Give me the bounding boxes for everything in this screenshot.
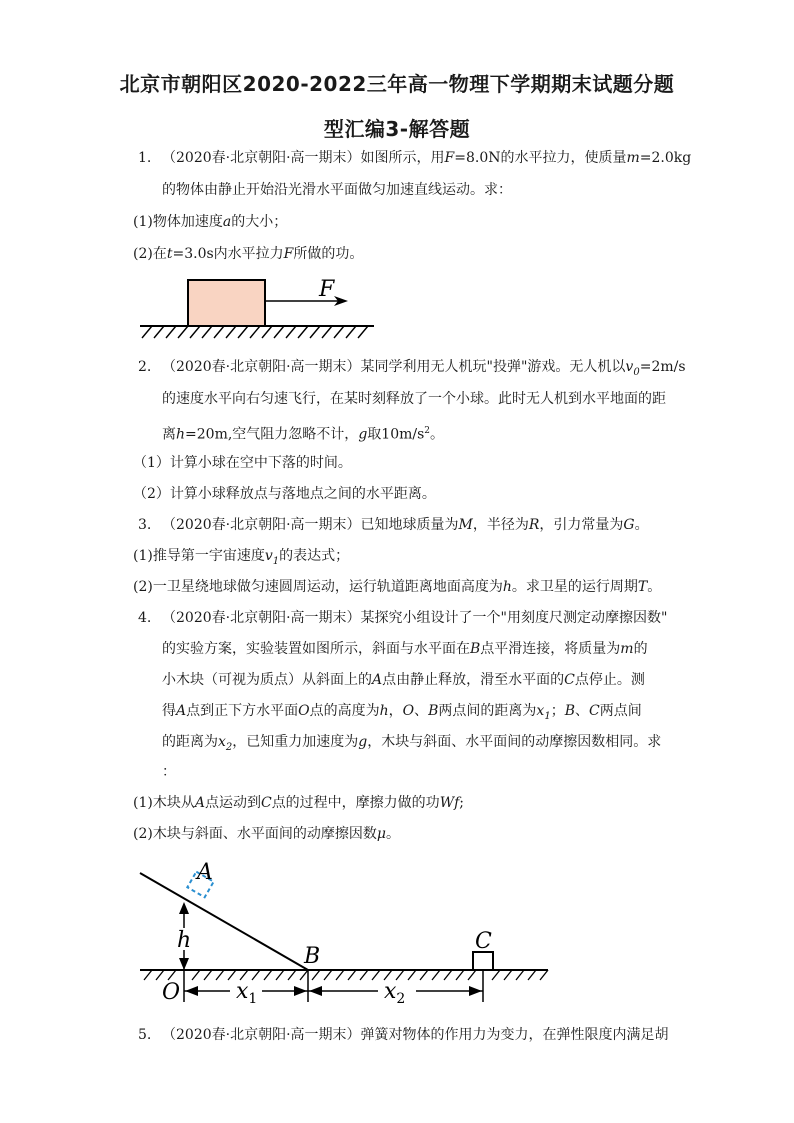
question-4-part1: (1)木块从A点运动到C点的过程中，摩擦力做的功Wf;	[133, 795, 464, 811]
question-4-line6: ：	[162, 764, 176, 780]
page-title-line2: 型汇编3-解答题	[323, 117, 471, 141]
figure-incline	[138, 856, 558, 1006]
ground-hatch	[144, 970, 548, 980]
question-2-part1: （1）计算小球在空中下落的时间。	[133, 455, 352, 471]
question-3-part2: (2)一卫星绕地球做匀速圆周运动，运行轨道距离地面高度为h。求卫星的运行周期T。	[133, 579, 662, 595]
question-2-part2: （2）计算小球释放点与落地点之间的水平距离。	[133, 486, 436, 502]
page-title-line1: 北京市朝阳区2020-2022三年高一物理下学期期末试题分题	[119, 72, 675, 96]
question-4-line2: 的实验方案，实验装置如图所示，斜面与水平面在B点平滑连接，将质量为m的	[162, 641, 648, 657]
question-1-stem-line2: 的物体由静止开始沿光滑水平面做匀加速直线运动。求：	[162, 182, 512, 198]
block-c	[473, 952, 493, 970]
label-a: A	[197, 860, 213, 885]
ground-hatch	[142, 326, 368, 338]
question-1-part1: (1)物体加速度a的大小；	[133, 214, 288, 230]
label-c: C	[475, 929, 492, 954]
question-2-stem-line3: 离h=20m,空气阻力忽略不计，g取$10m/s^2$。	[162, 426, 445, 443]
question-4-line4: 得A点到正下方水平面O点的高度为h，O、B两点间的距离为$x_1$；B、C两点间	[162, 703, 642, 722]
question-1-stem: （2020春·北京朝阳·高一期末）如图所示，用F=8.0N的水平拉力，使质量m=2.0kg	[162, 150, 692, 166]
block	[188, 280, 265, 326]
question-3-part1: (1)推导第一宇宙速度$v_1$的表达式；	[133, 548, 350, 567]
question-5-stem: （2020春·北京朝阳·高一期末）弹簧对物体的作用力为变力，在弹性限度内满足胡	[162, 1027, 669, 1043]
question-2-stem-line2: 的速度水平向右匀速飞行，在某时刻释放了一个小球。此时无人机到水平地面的距	[162, 391, 666, 407]
question-4-number: 4.	[138, 610, 152, 626]
height-arrow-down	[179, 958, 189, 970]
question-4-line1: （2020春·北京朝阳·高一期末）某探究小组设计了一个"用刻度尺测定动摩擦因数"	[162, 610, 668, 626]
question-2-number: 2.	[138, 359, 152, 375]
label-h: h	[177, 928, 192, 953]
question-3-number: 3.	[138, 517, 152, 533]
question-3-stem: （2020春·北京朝阳·高一期末）已知地球质量为M，半径为R，引力常量为G。	[162, 517, 649, 533]
height-arrow-up	[179, 902, 189, 914]
question-1-number: 1.	[138, 150, 152, 166]
label-o: O	[162, 980, 181, 1005]
question-4-line5: 的距离为$x_2$，已知重力加速度为g，木块与斜面、水平面间的动摩擦因数相同。求	[162, 734, 662, 753]
question-4-line3: 小木块（可视为质点）从斜面上的A点由静止释放，滑至水平面的C点停止。测	[162, 672, 645, 688]
question-1-part2: (2)在t=3.0s内水平拉力F所做的功。	[133, 246, 364, 262]
question-2-stem: （2020春·北京朝阳·高一期末）某同学利用无人机玩"投弹"游戏。无人机以$v_0=2m/s$	[162, 359, 686, 378]
figure-block-force	[138, 272, 378, 342]
label-x1: $x_1$	[236, 979, 258, 1007]
force-label: F	[319, 277, 335, 302]
label-b: B	[304, 944, 321, 969]
incline-line	[140, 873, 308, 970]
question-4-part2: (2)木块与斜面、水平面间的动摩擦因数μ。	[133, 826, 400, 842]
question-5-number: 5.	[138, 1027, 152, 1043]
label-x2: $x_2$	[384, 979, 406, 1007]
